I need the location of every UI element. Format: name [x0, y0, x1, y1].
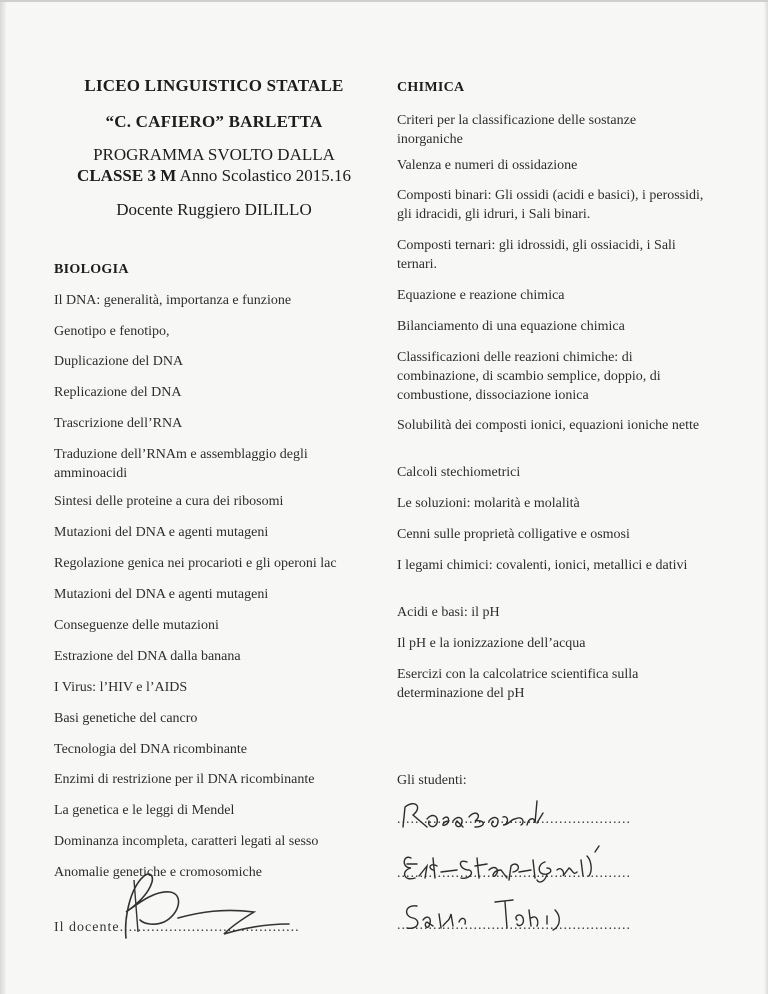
chimica-item: Valenza e numeri di ossidazione [397, 158, 578, 173]
teacher-signature-label: Il docente [54, 920, 120, 935]
biologia-item: Replicazione del DNA [54, 385, 182, 400]
chimica-item: Equazione e reazione chimica [397, 288, 565, 303]
student-signature-1 [397, 793, 557, 833]
scan-edge-left [0, 0, 6, 994]
biologia-item: Mutazioni del DNA e agenti mutageni [54, 525, 269, 540]
biologia-item: Mutazioni del DNA e agenti mutageni [54, 587, 269, 602]
chimica-item: I legami chimici: covalenti, ionici, metallici e dativi [397, 558, 688, 573]
biologia-item: Regolazione genica nei procarioti e gli operoni lac [54, 556, 337, 571]
chimica-item: Il pH e la ionizzazione dell’acqua [397, 636, 586, 651]
student-signature-2 [397, 840, 617, 886]
biologia-item: Genotipo e fenotipo, [54, 324, 170, 339]
class-line [54, 166, 374, 186]
chimica-item: Le soluzioni: molarità e molalità [397, 496, 580, 511]
biologia-item: Duplicazione del DNA [54, 354, 184, 369]
chimica-item: Criteri per la classificazione delle sostanze inorganiche [397, 113, 637, 147]
biologia-item: Sintesi delle proteine a cura dei ribosomi [54, 494, 284, 509]
teacher-signature-mark [104, 868, 294, 943]
biologia-item: Tecnologia del DNA ricombinante [54, 742, 248, 757]
biologia-heading: BIOLOGIA [54, 262, 129, 277]
program-line: PROGRAMMA SVOLTO DALLA [93, 145, 335, 164]
biologia-item: Conseguenze delle mutazioni [54, 618, 219, 633]
year-label: Anno Scolastico 2015.16 [179, 166, 351, 185]
students-label: Gli studenti: [397, 773, 467, 788]
chimica-heading: CHIMICA [397, 80, 465, 95]
biologia-item: I Virus: l’HIV e l’AIDS [54, 680, 188, 695]
biologia-item: Enzimi di restrizione per il DNA ricombinante [54, 772, 315, 787]
biologia-item: Il DNA: generalità, importanza e funzione [54, 293, 292, 308]
chimica-item: Acidi e basi: il pH [397, 605, 500, 620]
scan-edge-right [764, 0, 768, 994]
teacher-name: Docente Ruggiero DILILLO [116, 200, 312, 219]
chimica-item: Calcoli stechiometrici [397, 465, 521, 480]
biologia-item: Anomalie genetiche e cromosomiche [54, 865, 262, 880]
student-signature-line-3: .................................................... [397, 918, 631, 933]
student-signature-line-1: .................................................... [397, 812, 631, 827]
school-name: “C. CAFIERO” BARLETTA [105, 112, 323, 131]
student-signature-3 [397, 892, 577, 936]
class-label: CLASSE 3 M [77, 166, 177, 185]
chimica-item: Cenni sulle proprietà colligative e osmosi [397, 527, 630, 542]
biologia-item: La genetica e le leggi di Mendel [54, 803, 235, 818]
biologia-item: Trascrizione dell’RNA [54, 416, 183, 431]
chimica-item: Classificazioni delle reazioni chimiche: di combinazione, di scambio semplice, doppio, di combustione, dissociazione ionica [397, 350, 661, 403]
chimica-item: Bilanciamento di una equazione chimica [397, 319, 625, 334]
biologia-item: Dominanza incompleta, caratteri legati al sesso [54, 834, 319, 849]
chimica-item: Esercizi con la calcolatrice scientifica sulla determinazione del pH [397, 667, 639, 701]
chimica-item: Composti binari: Gli ossidi (acidi e basici), i perossidi, gli idracidi, gli idruri, i Sali binari. [397, 188, 704, 222]
teacher-signature-dots: ........................................ [119, 920, 300, 935]
biologia-item: Estrazione del DNA dalla banana [54, 649, 241, 664]
school-title: LICEO LINGUISTICO STATALE [84, 76, 344, 95]
biologia-item: Traduzione dell’RNAm e assemblaggio degli amminoacidi [54, 447, 308, 481]
biologia-item: Basi genetiche del cancro [54, 711, 198, 726]
scan-edge-top [0, 0, 768, 2]
chimica-item: Composti ternari: gli idrossidi, gli ossiacidi, i Sali ternari. [397, 238, 676, 272]
chimica-item: Solubilità dei composti ionici, equazioni ioniche nette [397, 418, 700, 433]
student-signature-line-2: .................................................... [397, 866, 631, 881]
